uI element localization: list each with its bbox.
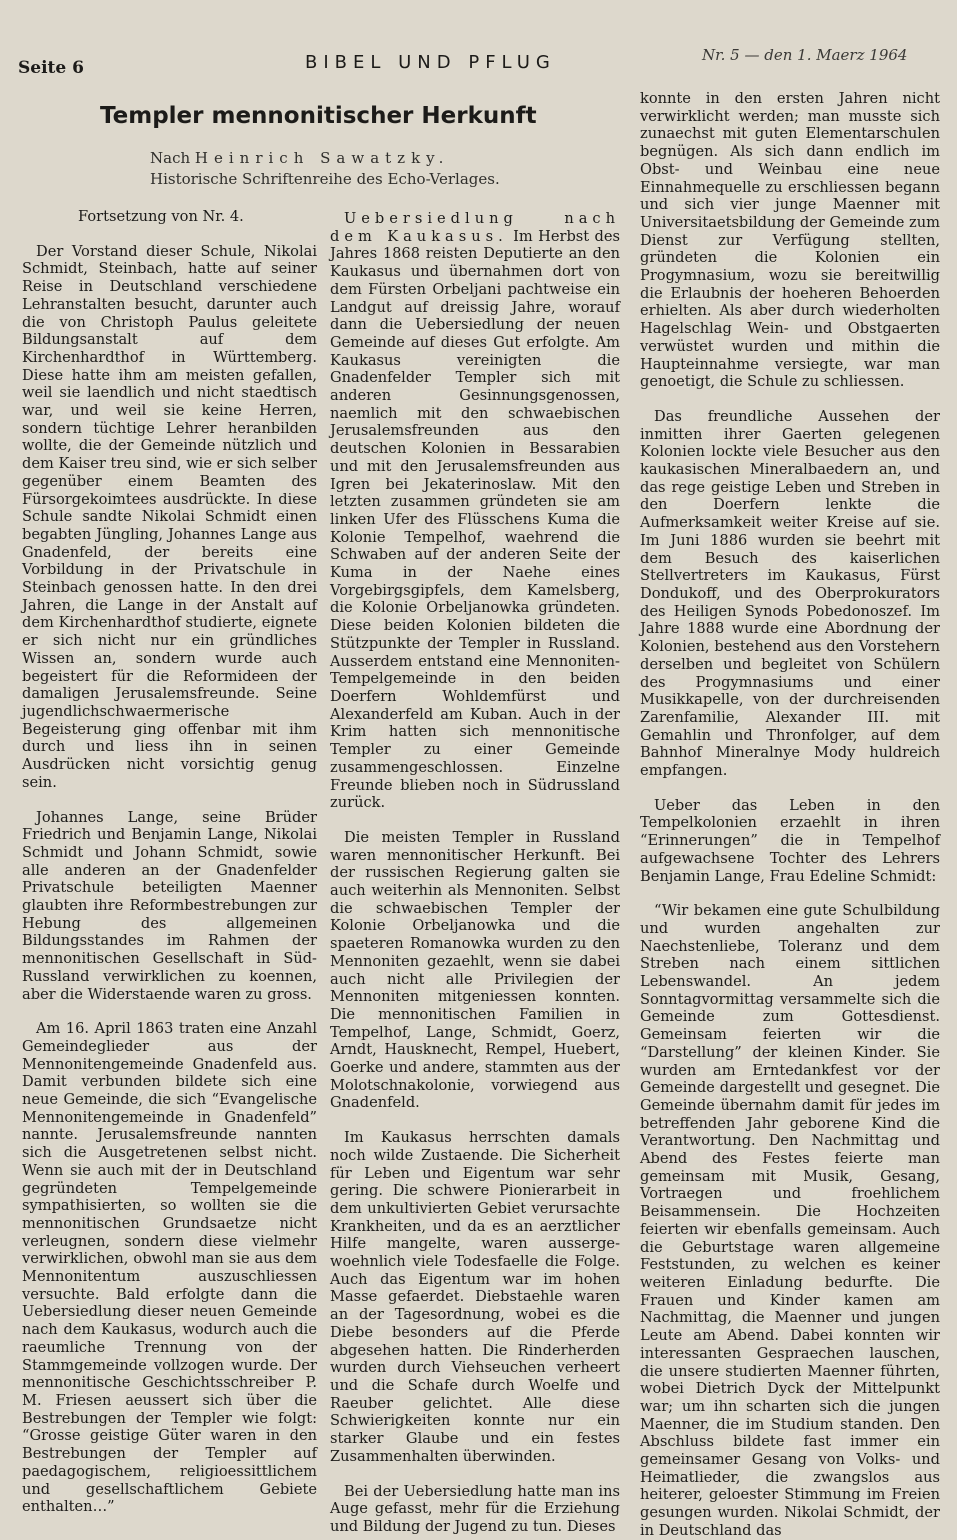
paragraph: Im Kaukasus herrschten damals noch wilde Zustaende. Die Sicherheit für Leben und Eigentum war sehr gering. Die schwere Pionierarbeit in dem unkultivierten Gebiet verursachte Krankheiten, und da es an aerztlicher Hilfe mangelte, waren aussergewoehnlich viele Todesfaelle die Folge. Auch das Eigentum war im hohen Masse gefaerdet. Diebstaehle waren an der Tagesordnung, wobei es die Diebe besonders auf die Pferde abgesehen hatten. Die Rinderherden wurden durch Viehseuchen verheert und die Schafe durch Woelfe und Raeuber gelichtet. Alle diese Schwierigkeiten konnte nur ein starker Glaube und ein festes Zusammenhalten überwinden.: [330, 1129, 620, 1465]
byline-series: Historische Schriftenreihe des Echo-Verlages.: [150, 170, 500, 188]
paragraph: Die meisten Templer in Russland waren mennonitischer Herkunft. Bei der russischen Regierung galten sie auch weiterhin als Mennoniten. Selbst die schwaebischen Templer der Kolonie Orbeljanowka und die spaeteren Romanowka wurden zu den Mennoniten gezaehlt, wenn sie dabei auch nicht alle Privilegien der Mennoniten mitgeniessen konnten. Die mennonitischen Familien in Tempelhof, Lange, Schmidt, Goerz, Arndt, Hausknecht, Rempel, Huebert, Goerke und andere, stammten aus der Molotschnakolonie, vorwiegend aus Gnadenfeld.: [330, 828, 620, 1112]
byline-author: Heinrich Sawatzky.: [194, 149, 450, 167]
issue-date: Nr. 5 — den 1. Maerz 1964: [702, 46, 908, 64]
byline: [150, 148, 550, 190]
paragraph: Der Vorstand dieser Schule, Nikolai Schmidt, Steinbach, hatte auf seiner Reise in Deutschland verschiedene Lehranstalten besucht, darunter auch die von Christoph Paulus geleitete Bildungsanstalt auf dem Kirchenhardthof in Württemberg. Diese hatte ihm am meisten gefallen, weil sie laendlich und nicht staedtisch war, und weil sie keine Herren, sondern tüchtige Lehrer heranbilden wollte, die der Gemeinde nützlich und dem Kaiser treu sind, wie er sich selber gegenüber einem Beamten des Fürsorgekoimtees ausdrückte. In diese Schule sandte Nikolai Schmidt einen begabten Jüngling, Johannes Lange aus Gnadenfeld, der bereits eine Vorbildung in der Privatschule in Steinbach genossen hatte. In den drei Jahren, die Lange in der Anstalt auf dem Kirchenhardthof studierte, eignete er sich nicht nur ein gründliches Wissen an, sondern wurde auch begeistert für die Reformideen der damaligen Jerusalemsfreunde. Seine jugendlichschwaermerische Begeisterung ging offenbar mit ihm durch und liess ihn in seinen Ausdrücken nicht vorsichtig genug sein.: [22, 242, 317, 791]
column-3: [640, 90, 940, 1540]
paragraph: Ueber das Leben in den Tempelkolonien erzaehlt in ihren “Erinnerungen” die in Tempelhof aufgewachsene Tochter des Lehrers Benjamin Lange, Frau Edeline Schmidt:: [640, 796, 940, 885]
publication-title: BIBEL UND PFLUG: [305, 52, 556, 73]
paragraph: konnte in den ersten Jahren nicht verwirklicht werden; man musste sich zunaechst mit guten Elementarschulen begnügen. Als sich dann endlich im Obst- und Weinbau eine neue Einnahmequelle zu erschliessen begann und sich vier junge Maenner mit Universitaetsbildung der Gemeinde zum Dienst zur Verfügung stellten, gründeten die Kolonien ein Progymnasium, wozu sie bereitwillig die Erlaubnis der hoeheren Behoerden erhielten. Als aber durch wiederholten Hagelschlag Wein- und Obstgaerten verwüstet wurden und mithin die Haupteinnahme versiegte, war man genoetigt, die Schule zu schliessen.: [640, 90, 940, 391]
paragraph: [330, 210, 620, 812]
paragraph: Johannes Lange, seine Brüder Friedrich und Benjamin Lange, Nikolai Schmidt und Johann Schmidt, sowie alle anderen an der Gnadenfelder Privatschule beteiligten Maenner glaubten ihre Reformbestrebungen zur Hebung des allgemeinen Bildungsstandes im Rahmen der mennonitischen Gesellschaft in Süd-Russland verwirklichen zu koennen, aber die Widerstaende waren zu gross.: [22, 808, 317, 1003]
section-heading: Uebersiedlung nach dem Kaukasus.: [330, 210, 620, 245]
column-2: [330, 210, 620, 1536]
paragraph-text: Im Herbst des Jahres 1868 reisten Deputierte an den Kaukasus und übernahmen dort von dem Fürsten Orbeljani pachtweise ein Landgut auf dreissig Jahre, worauf dann die Uebersiedlung der neuen Gemeinde auf dieses Gut erfolgte. Am Kaukasus vereinigten die Gnadenfelder Templer sich mit anderen Gesinnungsgenossen, naemlich mit den schwaebischen Jerusalemsfreunden aus den deutschen Kolonien in Bessarabien und mit den Jerusalemsfreunden aus Igren bei Jekaterinoslaw. Mit den letzten zusammen gründeten sie am linken Ufer des Flüsschens Kuma die Kolonie Tempelhof, waehrend die Schwaben auf der anderen Seite der Kuma in der Naehe eines Vorgebirgsgipfels, dem Kamelsberg, die Kolonie Orbeljanowka gründeten. Diese beiden Kolonien bildeten die Stützpunkte der Templer in Russland. Ausserdem entstand eine Mennoniten-Tempelgemeinde in den beiden Doerfern Wohldemfürst und Alexanderfeld am Kuban. Auch in der Krim hatten sich mennonitische Templer zu einer Gemeinde zusammengeschlossen. Einzelne Freunde blieben noch in Südrussland zurück.: [330, 227, 620, 812]
paragraph: Das freundliche Aussehen der inmitten ihrer Gaerten gelegenen Kolonien lockte viele Besucher aus den kaukasischen Mineralbaedern an, und das rege geistige Leben und Streben in den Doerfern lenkte die Aufmerksamkeit weiter Kreise auf sie. Im Juni 1886 wurden sie beehrt mit dem Besuch des kaiserlichen Stellvertreters im Kaukasus, Fürst Dondukoff, und des Oberprokurators des Heiligen Synods Pobedonoszef. Im Jahre 1888 wurde eine Abordnung der Kolonien, bestehend aus den Vorstehern derselben und begleitet von Schülern des Progymnasiums und einer Musikkapelle, von der durchreisenden Zarenfamilie, Alexander III. mit Gemahlin und Thronfolger, auf dem Bahnhof Mineralnye Mody huldreich empfangen.: [640, 407, 940, 780]
paragraph: “Wir bekamen eine gute Schulbildung und wurden angehalten zur Naechstenliebe, Toleranz und dem Streben nach einem sittlichen Lebenswandel. An jedem Sonntagvormittag versammelte sich die Gemeinde zum Gottesdienst. Gemeinsam feierten wir die “Darstellung” der kleinen Kinder. Sie wurden am Erntedankfest vor der Gemeinde dargestellt und gesegnet. Die Gemeinde übernahm damit für jedes im betreffenden Jahr geborene Kind die Verantwortung. Den Nachmittag und Abend des Festes feierte man gemeinsam mit Musik, Gesang, Vortraegen und froehlichem Beisammensein. Die Hochzeiten feierten wir ebenfalls gemeinsam. Auch die Geburtstage waren allgemeine Feststunden, zu welchen es keiner weiteren Einladung bedurfte. Die Frauen und Kinder kamen am Nachmittag, die Maenner und jungen Leute am Abend. Dabei konnten wir interessanten Gespraechen lauschen, die unsere studierten Maenner führten, wobei Dietrich Dyck der Mittelpunkt war; um ihn scharten sich die jungen Maenner, die im Studium standen. Den Abschluss bildete fast immer ein gemeinsamer Gesang von Volks- und Heimatlieder, die zwangslos aus heiterer, geloester Stimmung im Freien gesungen wurden. Nikolai Schmidt, der in Deutschland das: [640, 902, 940, 1539]
page-number: Seite 6: [18, 58, 84, 78]
continuation-note: Fortsetzung von Nr. 4.: [78, 208, 244, 225]
paragraph: Am 16. April 1863 traten eine Anzahl Gemeindeglieder aus der Mennonitengemeinde Gnadenfeld aus. Damit verbunden bildete sich eine neue Gemeinde, die sich “Evangelische Mennonitengemeinde in Gnadenfeld” nannte. Jerusalemsfreunde nannten sich die Ausgetretenen selbst nicht. Wenn sie auch mit der in Deutschland gegründeten Tempelgemeinde sympathisierten, so wollten sie die mennonitischen Grundsaetze nicht verleugnen, sondern diese vielmehr verwirklichen, obwohl man sie aus dem Mennonitentum auszuschliessen versuchte. Bald erfolgte dann die Uebersiedlung dieser neuen Gemeinde nach dem Kaukasus, wodurch auch die raeumliche Trennung von der Stammgemeinde vollzogen wurde. Der mennonitische Geschichtsschreiber P. M. Friesen aeussert sich über die Bestrebungen der Templer wie folgt: “Grosse geistige Güter waren in den Bestrebungen der Templer auf paedagogischem, religioessittlichem und gesellschaftlichem Gebiete enthalten…”: [22, 1020, 317, 1516]
column-1: [22, 208, 317, 1516]
paragraph: Bei der Uebersiedlung hatte man ins Auge gefasst, mehr für die Erziehung und Bildung der Jugend zu tun. Dieses: [330, 1482, 620, 1535]
article-title: Templer mennonitischer Herkunft: [100, 103, 537, 129]
byline-prefix: Nach: [150, 149, 191, 167]
